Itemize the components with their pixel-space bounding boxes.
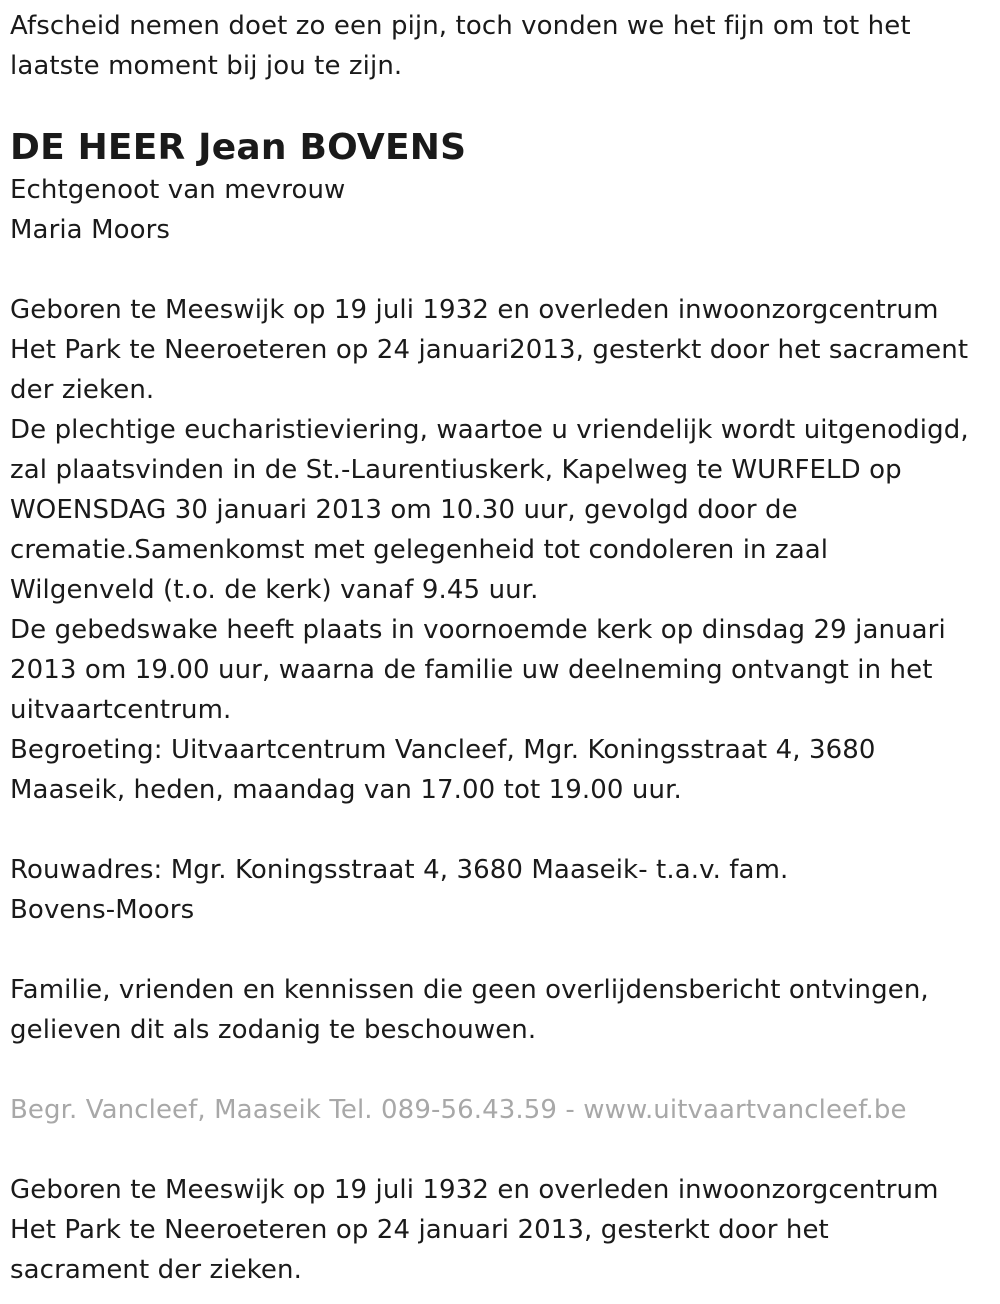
obituary-notice — [10, 6, 995, 1290]
details-line: Geboren te Meeswijk op 19 juli 1932 en overleden inwoonzorgcentrum — [10, 295, 939, 325]
repeated-details — [10, 1170, 995, 1290]
address-line: Rouwadres: Mgr. Koningsstraat 4, 3680 Maaseik- t.a.v. fam. — [10, 855, 789, 885]
spouse-line: Maria Moors — [10, 215, 171, 245]
details-line: De plechtige eucharistieviering, waartoe u vriendelijk wordt uitgenodigd, — [10, 415, 969, 445]
details-line: 2013 om 19.00 uur, waarna de familie uw deelneming ontvangt in het — [10, 655, 933, 685]
spacer — [10, 1050, 995, 1090]
details-line: Begroeting: Uitvaartcentrum Vancleef, Mgr. Koningsstraat 4, 3680 — [10, 735, 876, 765]
spacer — [10, 1130, 995, 1170]
repeat-line: Geboren te Meeswijk op 19 juli 1932 en overleden inwoonzorgcentrum — [10, 1175, 939, 1205]
details-line: crematie.Samenkomst met gelegenheid tot condoleren in zaal — [10, 535, 829, 565]
spacer — [10, 810, 995, 850]
ceremony-details — [10, 290, 995, 810]
details-line: uitvaartcentrum. — [10, 695, 232, 725]
details-line: der zieken. — [10, 375, 155, 405]
details-line: zal plaatsvinden in de St.-Laurentiuskerk, Kapelweg te WURFELD op — [10, 455, 902, 485]
undertaker-line: Begr. Vancleef, Maaseik Tel. 089-56.43.59 - www.uitvaartvancleef.be — [10, 1095, 907, 1125]
notice-line: gelieven dit als zodanig te beschouwen. — [10, 1015, 537, 1045]
spouse-line: Echtgenoot van mevrouw — [10, 175, 346, 205]
address-line: Bovens-Moors — [10, 895, 195, 925]
details-line: Het Park te Neeroeteren op 24 januari2013, gesterkt door het sacrament — [10, 335, 969, 365]
intro-line: laatste moment bij jou te zijn. — [10, 51, 403, 81]
family-notice — [10, 970, 995, 1050]
spacer — [10, 930, 995, 970]
details-line: Wilgenveld (t.o. de kerk) vanaf 9.45 uur. — [10, 575, 539, 605]
repeat-line: Het Park te Neeroeteren op 24 januari 2013, gesterkt door het — [10, 1215, 829, 1245]
undertaker-contact — [10, 1090, 995, 1130]
notice-line: Familie, vrienden en kennissen die geen overlijdensbericht ontvingen, — [10, 975, 929, 1005]
details-line: WOENSDAG 30 januari 2013 om 10.30 uur, gevolgd door de — [10, 495, 798, 525]
details-line: Maaseik, heden, maandag van 17.00 tot 19.00 uur. — [10, 775, 682, 805]
intro-line: Afscheid nemen doet zo een pijn, toch vonden we het fijn om tot het — [10, 11, 911, 41]
mourning-address — [10, 850, 995, 930]
intro-verse — [10, 6, 995, 86]
deceased-name: DE HEER Jean BOVENS — [10, 127, 467, 168]
details-line: De gebedswake heeft plaats in voornoemde kerk op dinsdag 29 januari — [10, 615, 946, 645]
spacer — [10, 250, 995, 290]
repeat-line: sacrament der zieken. — [10, 1255, 302, 1285]
spouse-info — [10, 170, 995, 250]
